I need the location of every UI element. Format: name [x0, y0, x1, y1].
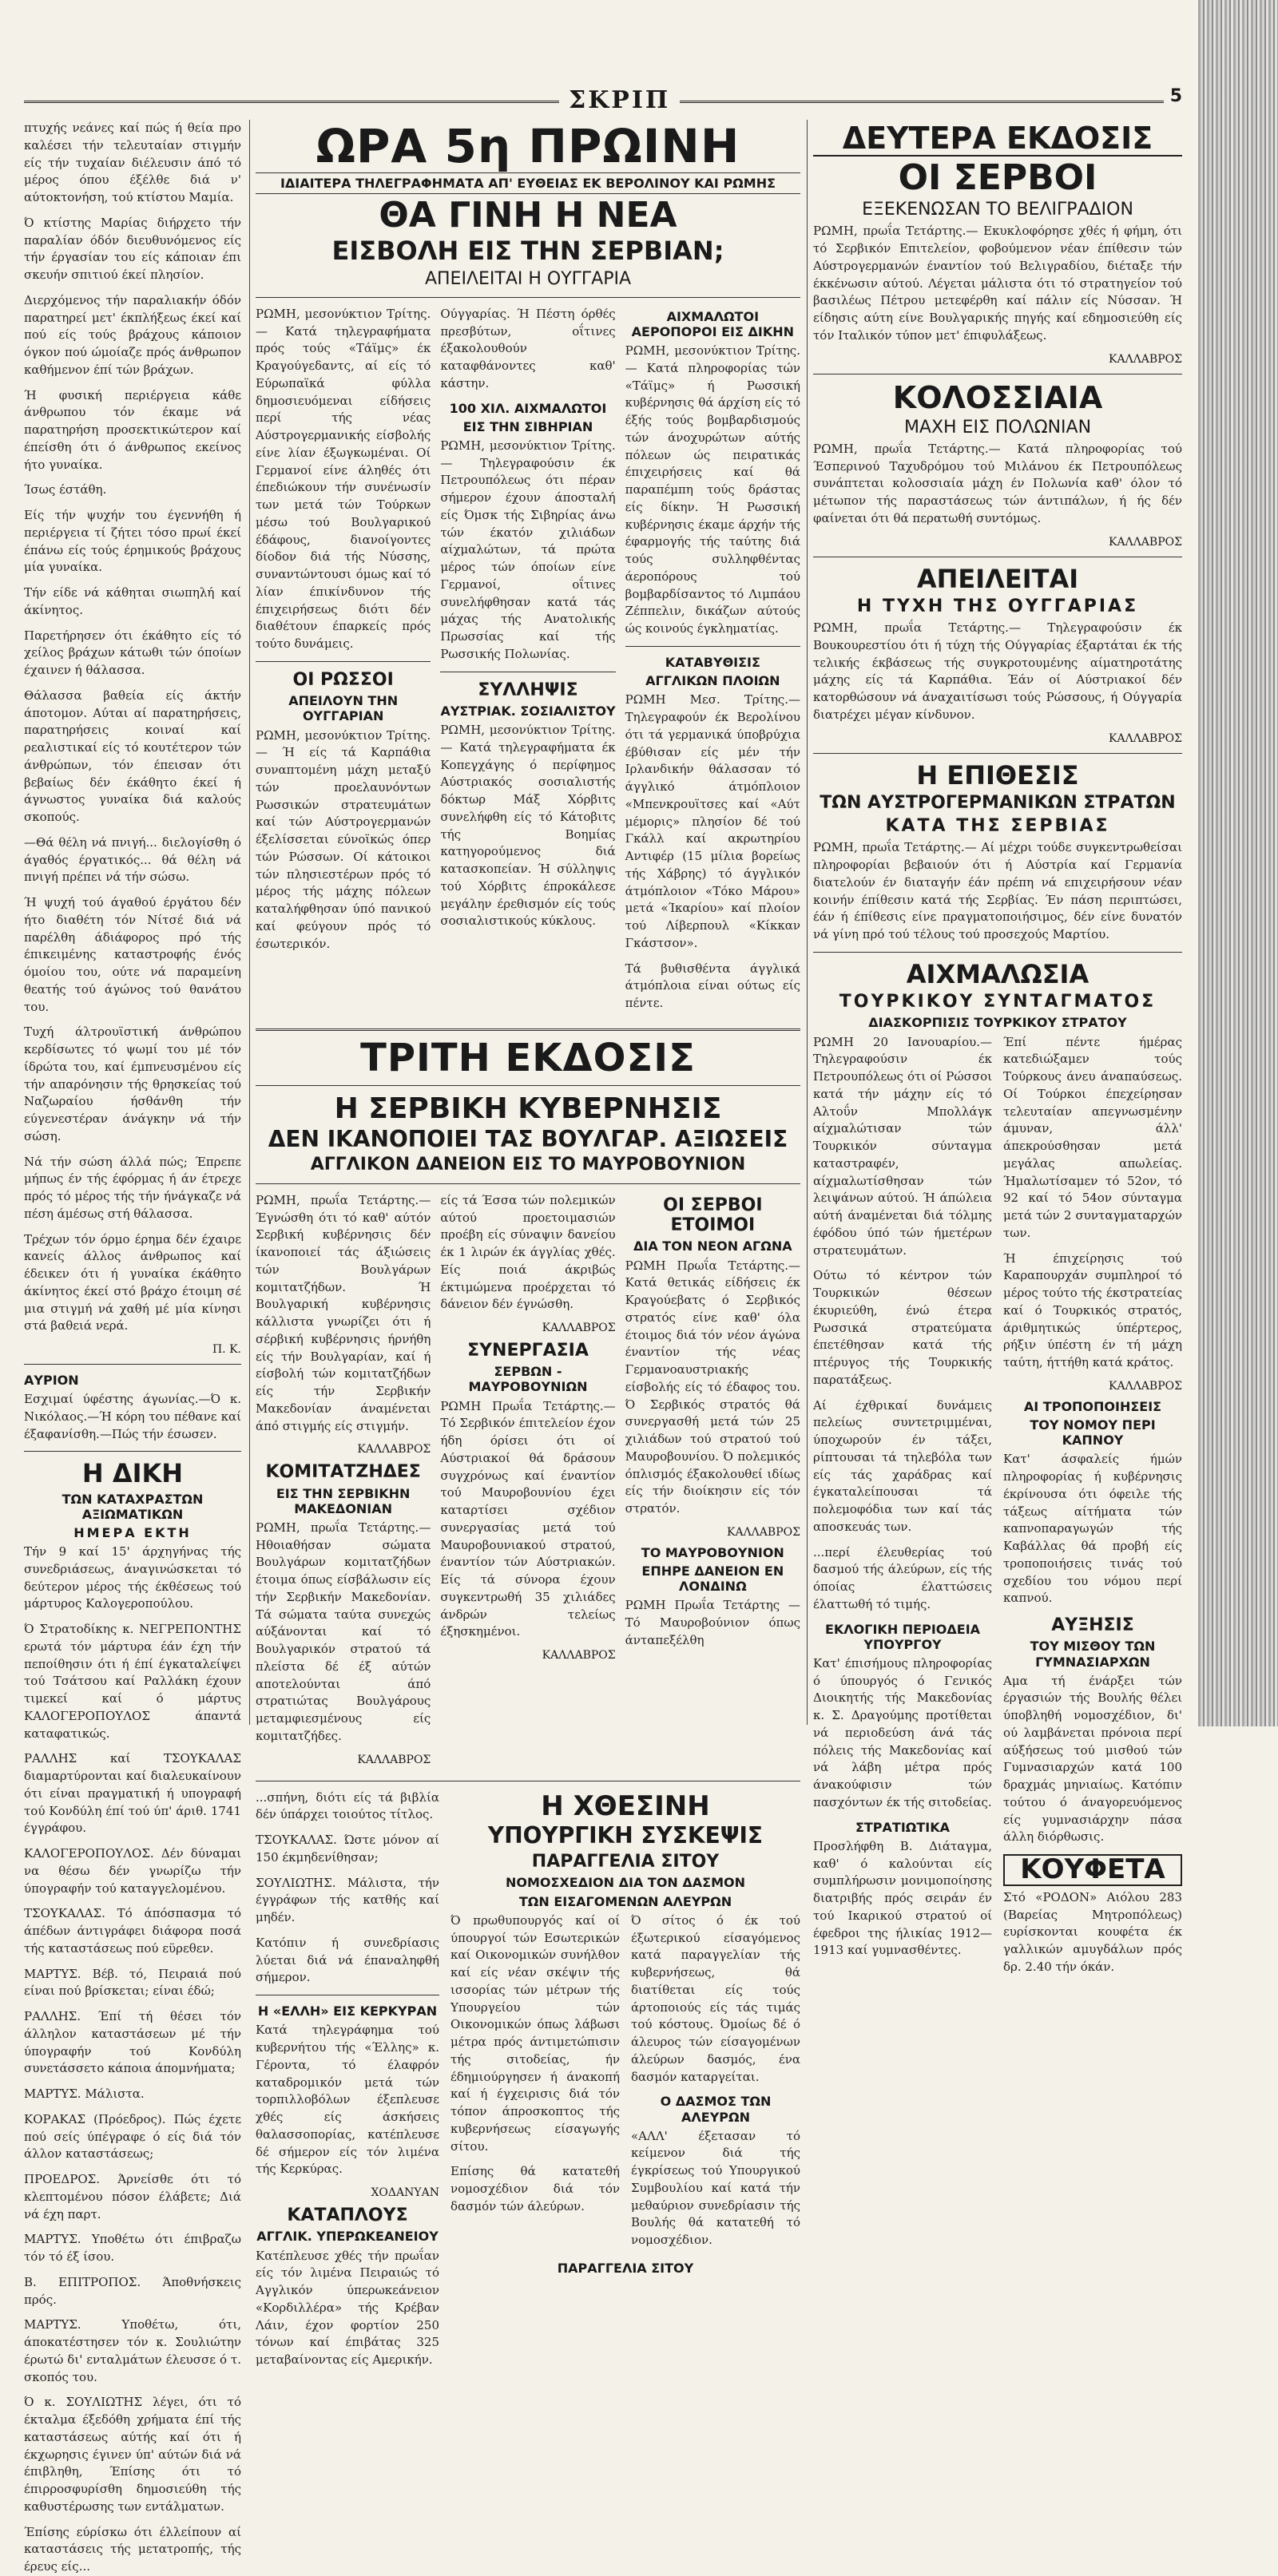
bottom-two-columns [256, 1789, 800, 2377]
syntagmatos-subheadline: ΤΟΥΡΚΙΚΟΥ ΣΥΝΤΑΓΜΑΤΟΣ [839, 992, 1157, 1013]
page-number: 5 [1164, 86, 1182, 106]
article-paragraph: Τήν είδε νά κάθηται σιωπηλή καί άκίνητος. [24, 585, 241, 617]
belgrade-subheadline: ΕΞΕΚΕΝΩΣΑΝ ΤΟ ΒΕΛΙΓΡΑΔΙΟΝ [862, 200, 1133, 220]
paraggelia-footer: ΠΑΡΑΓΓΕΛΙΑ ΣΙΤΟΥ [557, 2260, 694, 2276]
kapnos-subheadline: ΤΟΥ ΝΟΜΟΥ ΠΕΡΙ ΚΑΠΝΟΥ [1030, 1417, 1156, 1449]
correspondent-signature: ΚΑΛΛΑΒΡΟΣ [727, 1525, 800, 1539]
diki-subheadline: ΤΩΝ ΚΑΤΑΧΡΑΣΤΩΝ ΑΞΙΩΜΑΤΙΚΩΝ [62, 1491, 204, 1522]
article-paragraph: ΡΑΛΛΗΣ καί ΤΣΟΥΚΑΛΑΣ διαμαρτύρονται καί διαλευκαίνουν ότι είναι πραγματική ή υπογραφή τού Κονδύλη έπί τού ύπ' άριθ. 1741 έγγράφου. [24, 1751, 241, 1836]
tropopoiiseis-headline: ΑΙ ΤΡΟΠΟΠΟΙΗΣΕΙΣ [1023, 1398, 1162, 1414]
divider [813, 374, 1182, 375]
page-edge-shadow [1198, 0, 1278, 1726]
article-paragraph: ΜΑΡΤΥΣ. Υποθέτω ότι έπιβραζω τόν τό έξ ίσου. [24, 2232, 241, 2265]
correspondent-signature: ΚΑΛΛΑΒΡΟΣ [1109, 535, 1182, 549]
divider [256, 661, 431, 662]
divider [625, 646, 800, 647]
article-paragraph: ΠΡΟΕΔΡΟΣ. Άρνείσθε ότι τό κλεπτομένου πόσον έλάβετε; Διά νά έχη παρτ. [24, 2172, 241, 2221]
synergasia-headline: ΣΥΝΕΡΓΑΣΙΑ [467, 1341, 589, 1361]
article-paragraph: —Θά θέλη νά πνιγή... διελογίσθη ό άγαθός έργατικός... θά θέλη νά πνιγή πρέπει νά τήν σώσω. [24, 834, 241, 885]
article-paragraph: ΡΩΜΗ, πρωΐα Τετάρτης.— Έγνώσθη ότι τό καθ' αύτόν Σερβική κυβέρνησις δέν ίκανοποιεί τάς άξιώσεις τών Βουλγάρων κομιτατζήδων. Ή Βουλγαρική κυβέρνησις κάλλιστα γνωρίζει ότι ή σέρβική κυβέρνησις ήρνήθη είς τήν Βουλγαρίαν, καί ή είσβολή τών κομιτατζήδων είς τήν Σερβικήν Μακεδονίαν άναμένεται άπό στιγμής είς στιγμήν. [256, 1192, 431, 1433]
aixmalotoi-headline: 100 ΧΙΛ. ΑΙΧΜΑΛΩΤΟΙ [449, 400, 607, 416]
banner-triti-ekdosis: ΤΡΙΤΗ ΕΚΔΟΣΙΣ [360, 1035, 696, 1080]
article-paragraph: Θάλασσα βαθεία είς άκτήν άποτομον. Αύται αί παρατηρήσεις, παρατηρήσεις κοιναί καί ρεαλιστικαί είς τό κουτέτερον τών άνθρώπων, τόν έπεισαν ότι βεβαίως δέν έκάθητο έκεί ή άγνωστος γυναίκα διά καλούς σκοπούς. [24, 688, 241, 824]
article-paragraph: ΡΩΜΗ, πρωΐα Τετάρτης.— Εκυκλοφόρησε χθές ή φήμη, ότι τό Σερβικόν Επιτελείον, φοβούμενον νέαν έπίθεσιν τών Αύστρογερμανών έναντίον τού Βελιγραδίου, διέταξε τήν έκκένωσιν αύτού. Λέγεται μάλιστα ότι τό στρατηγείον τού βασιλέως Πέτρου μετεφέρθη καί πάλιν είς Νύσσαν. Ή είδησις αύτη είνε Βουλγαρικής πηγής καί εδημοσιεύθη είς τόν Ιταλικόν τύπον μετ' έπιφυλάξεως. [813, 224, 1182, 343]
dasmos-subheadline: Ο ΔΑΣΜΟΣ ΤΩΝ ΑΛΕΥΡΩΝ [660, 2094, 772, 2125]
column-rule-1 [249, 120, 250, 1725]
article-paragraph: πτυχής νεάνες καί πώς ή θεία προ καλέσει τήν τελευταίαν στιγμήν είς τήν τυχαίαν διέλευσιν άπό τό μέρος όπου έξέλθε διά ν' αύτοκτονήση, τού κτίστου Μαμία. [24, 121, 241, 204]
article-paragraph: Ό Στρατοδίκης κ. ΝΕΓΡΕΠΟΝΤΗΣ ερωτά τόν μάρτυρα έάν έχη τήν πεποίθησιν ότι ή έπί έγκαταλείψει τού Τσάτσου καί Ραλλάκη έχουν τιμεκεί καί ό μάρτυς ΚΑΛΟΓΕΡΟΠΟΥΛΟΣ άπαντά καταφατικώς. [24, 1622, 241, 1741]
komitatzides-subheadline: ΕΙΣ ΤΗΝ ΣΕΡΒΙΚΗΝ ΜΑΚΕΔΟΝΙΑΝ [276, 1485, 411, 1516]
apeileitai-headline: ΑΠΕΙΛΕΙΤΑΙ [916, 563, 1079, 594]
article-paragraph: Β. ΕΠΙΤΡΟΠΟΣ. Άποθνήσκεις πρός. [24, 2274, 241, 2307]
article-paragraph: ΡΩΜΗ, μεσονύκτιον Τρίτης.— Κατά τηλεγραφήματα πρός τούς «Τάϊμς» έκ Κραγούγεδαντς, αί είς τό Εύρωπαϊκά φύλλα δημοσιευόμεναι είδήσεις περί τής νέας Αύστρογερμανικής είσβολής είνε λίαν έξωγκωμέναι. Οί Γερμανοί είνε άληθές ότι έπεδιώκουν τήν συνένωσίν των μετά τών Τούρκων μέσω τού Βουλγαρικού έδάφους, διανοίγοντες δίοδον διά τής Νύσσης, συναντώντουσι όμως καί τό λίαν έπικίνδυνον τής έπιχειρήσεως διότι δέν διαθέτουν έπαρκείς πρός τούτο δυνάμεις. [256, 306, 431, 652]
katavythisis-subheadline: ΑΓΓΛΙΚΩΝ ΠΛΟΙΩΝ [645, 673, 780, 689]
mavrovounion-headline: ΤΟ ΜΑΥΡΟΒΟΥΝΙΟΝ [641, 1544, 784, 1560]
divider [813, 952, 1182, 953]
article-paragraph: Ή ψυχή τού άγαθού έργάτου δέν ήτο διαθέτη τόν Νίτσέ διά νά παρέλθη άδιάφορος πρό τής έπικειμένης καταστροφής ένός όμοίου του, ούτε νά παραμείνη θεατής τού άγώνος τού θανάτου του. [24, 895, 241, 1014]
article-paragraph: ΚΑΛΟΓΕΡΟΠΟΥΛΟΣ. Δέν δύναμαι να θέσω δέν γνωρίζω τήν ύπογραφήν τού καταγγελομένου. [24, 1846, 241, 1896]
aixmalotoi-subheadline: ΕΙΣ ΤΗΝ ΣΙΒΗΡΙΑΝ [462, 418, 593, 434]
article-paragraph: Κατέπλευσε χθές τήν πρωΐαν είς τόν λιμένα Πειραιώς τό Αγγλικόν ύπερωκεάνειον «Κορδιλλέρα» τής Κρέβαν Λάιν, έχον φορτίον 250 τόνων καί έπιβάτας 325 μεταβαίνοντας είς Αμερικήν. [256, 2248, 439, 2368]
middle-three-columns [256, 1192, 800, 1773]
author-signature: Π. Κ. [212, 1343, 241, 1356]
article-paragraph: ΤΣΟΥΚΑΛΑΣ. Τό άπόσπασμα τό άπέδων άντιγράφει διάφορα ποσά τής καταστάσεως πού εϋρεθεν. [24, 1906, 241, 1956]
gymnasiarxon-subheadline: ΤΟΥ ΜΙΣΘΟΥ ΤΩΝ ΓΥΜΝΑΣΙΑΡΧΩΝ [1030, 1639, 1156, 1670]
article-paragraph: ΜΑΡΤΥΣ. Μάλιστα. [24, 2087, 145, 2102]
subcol-e [440, 1192, 615, 1773]
article-paragraph: ΡΩΜΗ Μεσ. Τρίτης.—Τηλεγραφούν έκ Βερολίνου ότι τά γερμανικά ύποβρύχια έβύθισαν είς μέν τήν Ιρλανδικήν θάλασσαν τό άγγλικό άτμόπλοιον «Μπενκρουϊτσες καί «Αύτ μέμορις» πλησίον δέ τού Γκάλλ καί ακρωτηρίου Αντιφέρ (15 μίλια βορείως τής Χάβρης) τό άγγλικόν άτμόπλοιον «Τόκο Μάρου» μετά «Ίκαρίου» καί πλοίον τού Λίβερπουλ «Κίκκαν Γκάστσον». [625, 692, 800, 950]
article-paragraph: ΜΑΡΤΥΣ. Βέβ. τό, Πειραιά πού είναι πού βρίσκεται; είναι έδώ; [24, 1966, 241, 1999]
ayxisis-headline: ΑΥΞΗΣΙΣ [1051, 1615, 1134, 1636]
serboi-etoimoi-headline: ΟΙ ΣΕΡΒΟΙ ΕΤΟΙΜΟΙ [663, 1195, 763, 1236]
rossoi-headline: ΟΙ ΡΩΣΣΟΙ [292, 669, 394, 690]
article-paragraph: Τυχή άλτρουϊστική άνθρώπου κερδίσωτες τό ψωμί του μέ τόν ίδρώτα του, καί έμπνευσμένου είς τήν απαρόνησιν τής θρησκείας τού Ναζωραίου ήσθάνθη τήν εύγενεστέραν άνάγκην νά τήν σώση. [24, 1024, 241, 1143]
newspaper-title: ΣΚΡΙΠ [559, 86, 680, 114]
article-paragraph: ΡΑΛΛΗΣ. Έπί τή θέσει τόν άλληλον καταστάσεων μέ τήν ύπογραφήν τού Κονδύλη συνετάσσετο κάποια άπομνήματα; [24, 2009, 241, 2076]
divider [24, 1451, 241, 1452]
xthesini-col-2 [631, 1912, 800, 2257]
epithesis-headline: Η ΕΠΙΘΕΣΙΣ [916, 759, 1079, 791]
xthesini-columns [450, 1912, 800, 2257]
avrion-heading: ΑΥΡΙΟΝ [24, 1373, 79, 1388]
headline-nea: ΘΑ ΓΙΝΗ Η ΝΕΑ [379, 195, 677, 236]
kolossiaia-headline: ΚΟΛΟΣΣΙΑΙΑ [892, 379, 1103, 415]
divider [256, 1183, 800, 1184]
aeroporoi-headline: ΑΙΧΜΑΛΩΤΟΙ ΑΕΡΟΠΟΡΟΙ ΕΙΣ ΔΙΚΗΝ [631, 308, 795, 340]
article-paragraph: Ή φυσική περιέργεια κάθε άνθρωπου τόν έκαμε νά παρατηρήση προσεκτικώτερον καί έπείσθη ότι ό άνθρωπος εκείνος ήτο γυναίκα. [24, 387, 241, 472]
subcol-a [256, 306, 431, 1020]
article-paragraph: Έπίσης εύρίσκω ότι έλλείπουν αί καταστάσεις τής μετατροπής, τής έρευς είς... [24, 2524, 241, 2574]
article-paragraph: ΡΩΜΗ Πρωΐα Τετάρτης.—Κατά θετικάς είδήσεις έκ Κραγούεβατς ό Σερβικός στρατός είνε καθ' όλα έτοιμος διά τόν νέον άγώνα έναντίον τής νέας Γερμανοαυστριακής είσβολής είς τό έδαφος του. Ό Σερβικός στρατός θά συνεργασθή μετά τών 25 χιλιάδων τού στρατού τού Μαυροβουνίου. Ό πολεμικός όπλισμός έξακολουθεί ιδίως είς τήν διοίκησιν είς τόν στρατόν. [625, 1258, 800, 1516]
article-paragraph: Αί έχθρικαί δυνάμεις πελείως συντετριμμέναι, ύποχωρούν έν τάξει, ρίπτουσαι τά τηλεβόλα των είς τάς χαράδρας καί έγκαταλείπουσαι τά πολεμοφόδια των καί τάς αποσκευάς των. [813, 1397, 992, 1534]
article-paragraph: Έπί πέντε ήμέρας κατεδιώξαμεν τούς Τούρκους άνευ άναπαύσεως. Οί Τούρκοι έπεχείρησαν τελευταίαν απεγνωσμένην άμυναν, άλλ' άπεκρούσθησαν μετά μεγάλας απωλείας. Ήμαλωτίσαμεν τό 52ον, τό 92 καί τό 54ον σύνταγμα μετά τών 2 συνταγματαρχών των. [1003, 1034, 1182, 1240]
headline-vulgar: ΔΕΝ ΙΚΑΝΟΠΟΙΕΙ ΤΑΣ ΒΟΥΛΓΑΡ. ΑΞΙΩΣΕΙΣ [268, 1125, 788, 1152]
elli-headline: Η «ΕΛΛΗ» ΕΙΣ ΚΕΡΚΥΡΑΝ [257, 2003, 438, 2019]
banner-subtitle: ΙΔΙΑΙΤΕΡΑ ΤΗΛΕΓΡΑΦΗΜΑΤΑ ΑΠ' ΕΥΘΕΙΑΣ ΕΚ ΒΕΡΟΛΙΝΟΥ ΚΑΙ ΡΩΜΗΣ [256, 172, 800, 194]
syskepsis-headline: ΥΠΟΥΡΓΙΚΗ ΣΥΣΚΕΨΙΣ [487, 1822, 764, 1849]
masthead [24, 86, 1182, 114]
article-paragraph: ΡΩΜΗ, μεσονύκτιον Τρίτης.— Ή είς τά Καρπάθια συναπτομένη μάχη μεταξύ τών προελαυνόντων Ρωσσικών στρατευμάτων καί τών Αύστρογερμανών έξελίσσεται εύνοϊκώς όπερ τών Ρώσσων. Οί κάτοικοι τών πλησιεστέρων πρός τό μέρος τής μάχης πόλεων καταλήφθησαν ύπό πανικού καί φεύγουν πρός τό έσωτερικόν. [256, 727, 431, 951]
subcol-h [450, 1789, 800, 2377]
subcol-g [256, 1789, 439, 2377]
kataplous-headline: ΚΑΤΑΠΛΟΥΣ [287, 2205, 408, 2226]
article-paragraph: ...σπήνη, διότι είς τά βιβλία δέν ύπάρχει τοιούτος τίτλος. [256, 1789, 439, 1822]
aixmalosia-col-1 [813, 1034, 992, 1984]
diki-day: ΗΜΕΡΑ ΕΚΤΗ [73, 1525, 192, 1540]
correspondent-signature: ΚΑΛΛΑΒΡΟΣ [1109, 731, 1182, 745]
synergasia-subheadline: ΣΕΡΒΩΝ - ΜΑΥΡΟΒΟΥΝΙΩΝ [468, 1364, 588, 1395]
article-paragraph: ΡΩΜΗ Πρωΐα Τετάρτης.—Τό Σερβικόν έπιτελείον έχον ήδη όρίσει ότι οί Αύστριακοί θά δράσουν συγχρόνως καί έναντίον τού Μαυροβουνίου έχει καταρτίσει σχέδιον συνεργασίας μετά τού Μαυροβουνιακού στρατού, έναντίον τών Αύστριακών. Είς τά σύνορα έχουν συγκεντρωθή 35 χιλιάδες άνδρών τελείως έξησκημένοι. [440, 1398, 616, 1639]
article-paragraph: Διερχόμενος τήν παραλιακήν όδόν παρατηρεί μετ' έκπλήξεως έκεί καί πού είς τούς βράχους κάποιον όγκον πού ώμοίαζε πρός άνθρωπον καθήμενον έπί τών βράχων. [24, 292, 241, 377]
article-paragraph: ...περί έλευθερίας τού δασμού τής άλεύρων, είς τής όποίας έλαττώσεις έλαττωθή τό τιμής. [813, 1544, 992, 1611]
article-paragraph: Αμα τή ένάρξει τών έργασιών τής Βουλής θέλει ύποβληθή νομοσχέδιον, δι' ού λαμβάνεται πρόνοια περί αύξήσεως τού μισθού τών Γυμνασιαρχών κατά 100 δραχμάς μηνιαίως. Κατόπιν τούτου ό άναγορευόμενος είς γυμνασιάρχην πάσα άλλη διόρθωσις. [1003, 1673, 1182, 1845]
paraggelia-headline: ΠΑΡΑΓΓΕΛΙΑ ΣΙΤΟΥ [531, 1852, 720, 1873]
serbia-subheadline: ΚΑΤΑ ΤΗΣ ΣΕΡΒΙΑΣ [885, 816, 1110, 837]
article-paragraph: ΡΩΜΗ, πρωΐα Τετάρτης.— Αί μέχρι τούδε συγκεντρωθείσαι πληροφορίαι βεβαιούν ότι ή Αύστρία καί Γερμανία διατελούν έν διαταγήν έάν πρέπη νά επιχειρήσουν νέαν κοινήν έπίθεσιν κατά τής Σερβίας. Έν πάση περιπτώσει, έάν ή έπίθεσις είνε πραγματοποιήσιμος, δέν είνε δυνατόν νά γίνη πρό τού τέλους τού προσεχούς Μαρτίου. [813, 840, 1182, 942]
diaskorpisis-subheadline: ΔΙΑΣΚΟΡΠΙΣΙΣ ΤΟΥΡΚΙΚΟΥ ΣΤΡΑΤΟΥ [868, 1015, 1127, 1031]
article-paragraph: ΣΟΥΛΙΩΤΗΣ. Μάλιστα, τήν έγγράφων τής κατθής καί μηδέν. [256, 1875, 439, 1925]
xthesini-col-1 [450, 1912, 620, 2257]
article-paragraph: ΡΩΜΗ 20 Ιανουαρίου.—Τηλεγραφούσιν έκ Πετρουπόλεως ότι οί Ρώσσοι κατά τήν μάχην είς τό Αλτοΰν Μπολλάγκ αίχμαλώτισαν τών Τουρκικόν σύνταγμα καταστραφέν, αίχμαλωτίσθησαν τών λειψάνων αύτού. Ή άπώλεια αύτή άναμένεται διά τόλμης έφόδου ύπό τών ήμετέρων στρατευμάτων. [813, 1034, 992, 1258]
stratiotika-headline: ΣΤΡΑΤΙΩΤΙΚΑ [855, 1819, 951, 1835]
article-paragraph: Επίσης θά κατατεθή νομοσχέδιον διά τόν δασμόν τών άλεύρων. [450, 2164, 620, 2213]
divider [24, 1364, 241, 1365]
article-paragraph: Ό κτίστης Μαρίας διήρχετο τήν παραλίαν όδόν διευθυνόμενος είς τήν έργασίαν του είς κάποιαν έπι σκευήν σπιτιού έκεί πλησίον. [24, 215, 241, 282]
correspondent-signature: ΚΑΛΛΑΒΡΟΣ [357, 1443, 431, 1456]
column-center [256, 119, 800, 2368]
tyxi-subheadline: Η ΤΥΧΗ ΤΗΣ ΟΥΓΓΑΡΙΑΣ [856, 596, 1139, 616]
subcol-c [625, 306, 800, 1020]
article-paragraph: Ό πρωθυπουργός καί οί ύπουργοί τών Εσωτερικών καί Οικονομικών συνήλθον καί είς νέαν σκέψιν τής ισσορίας τών μέτρων τής Υπουργείου τών Οικονομικών όπως λάβωσι μέτρα πρός άντιμετώπισιν τής σιτοδείας, ήν έδημιούργησεν ή άνακοπή καί ή έγχειρισις διά τόν τόπον άπροσκοπτος τής κυβερνήσεως είσαγωγής σίτου. [450, 1912, 620, 2154]
koufeta-advert-text: Στό «ΡΟΔΟΝ» Αιόλου 283 (Βαρείας Μητροπόλεως) ευρίσκονται κουφέτα έκ γαλλικών αμυγδάλων πρός δρ. 2.40 τήν όκάν. [1003, 1889, 1182, 1974]
article-paragraph: Κατ' άσφαλείς ήμών πληροφορίας ή κυβέρνησις έκρίνουσα ότι όφειλε τής τάξεως αίτήματα τών καπνοπαραγωγών τής Καβάλλας θά προβή είς τροποποιήσεις τινάς τού σχεδίου του νόμου περί καπνού. [1003, 1452, 1182, 1606]
divider [256, 297, 800, 298]
divider-double [256, 1028, 800, 1031]
article-paragraph: ΡΩΜΗ, μεσονύκτιον Τρίτης.— Τηλεγραφούσιν έκ Πετρουπόλεως ότι πέραν σήμερον έχουν άποσταλή είς Όμσκ τής Σιβηρίας άνω τών έκατόν χιλιάδων αίχμαλώτων, τά πρώτα μέρος τών όποίων είνε Γερμανοί, οΐτινες συνελήφθησαν κατά τάς μάχας τής Ανατολικής Πρωσσίας καί τής Ρωσσικής Πολωνίας. [440, 438, 616, 661]
subcol-f [625, 1192, 800, 1773]
correspondent-signature: ΚΑΛΛΑΒΡΟΣ [1109, 352, 1182, 366]
syllipsis-headline: ΣΥΛΛΗΨΙΣ [478, 680, 578, 700]
epithesis-subheadline: ΤΩΝ ΑΥΣΤΡΟΓΕΡΜΑΝΙΚΩΝ ΣΤΡΑΤΩΝ [820, 792, 1176, 813]
headline-serviki: Η ΣΕΡΒΙΚΗ ΚΥΒΕΡΝΗΣΙΣ [334, 1092, 722, 1125]
rossoi-subheadline: ΑΠΕΙΛΟΥΝ ΤΗΝ ΟΥΓΓΑΡΙΑΝ [288, 693, 399, 724]
aixmalosia-columns [813, 1034, 1182, 1984]
diki-headline: Η ΔΙΚΗ [81, 1458, 184, 1489]
xthesini-headline: Η ΧΘΕΣΙΝΗ [541, 1789, 710, 1822]
correspondent-signature: ΚΑΛΛΑΒΡΟΣ [542, 1649, 616, 1663]
article-paragraph: Ούτω τό κέντρον τών Τουρκικών θέσεων έκυριεύθη, ένώ έτερα Ρωσσικά στρατεύματα έπετέθησαν κατά τής πτέρυγος τής Τουρκικής παρατάξεως. [813, 1268, 992, 1387]
syllipsis-subheadline: ΑΥΣΤΡΙΑΚ. ΣΟΣΙΑΛΙΣΤΟΥ [440, 703, 616, 719]
serboi-etoimoi-subheadline: ΔΙΑ ΤΟΝ ΝΕΟΝ ΑΓΩΝΑ [633, 1238, 792, 1254]
subcol-d [256, 1192, 431, 1773]
article-paragraph: Προσλήφθη Β. Διάταγμα, καθ' ό καλούνται είς συμπλήρωσιν μονιμοποίησης διατριβής πρός σειράν έν τού Ικαρικού στρατού οί έφεδροι της ήλικίας 1912—1913 καί γυμνασθέντες. [813, 1838, 992, 1958]
article-paragraph: ΡΩΜΗ, πρωΐα Τετάρτης.— Κατά πληροφορίας τού Έσπερινού Ταχυδρόμου τού Μιλάνου έκ Πετρουπόλεως συνάπτεται κολοσσιαία μάχη έν Πολωνία καθ' όλον τό μέτωπον τής παραστάσεως τών άντιπάλων, ή ής δέν φαίνεται ότι θά περατωθή συντόμως. [813, 441, 1182, 525]
article-paragraph: Κατόπιν ή συνεδρίασις λύεται διά νά έπαναληφθή σήμερον. [256, 1935, 439, 1985]
nomosxedion-headline: ΝΟΜΟΣΧΕΔΙΟΝ ΔΙΑ ΤΟΝ ΔΑΣΜΟΝ [506, 1875, 745, 1891]
article-paragraph: Είς τήν ψυχήν του έγεννήθη ή περιέργεια τί ζήτει τόσο πρωί έκεί έπάνω είς τούς έρημικούς βράχους μία γυναίκα. [24, 508, 241, 575]
article-paragraph: ΡΩΜΗ, μεσονύκτιον Τρίτης.— Κατά πληροφορίας τών «Τάϊμς» ή Ρωσσική κυβέρνησις θά άρχίση είς τό έξής τούς βομβαρδισμούς τών άνοχυρώτων αύτής πόλεων ώς πειρατικάς έπιχειρήσεις καί θά παραπέμπη τούς δράστας είς δίκην. Ή Ρωσσική κυβέρνησις έκαμε άρχήν τής έφαρμογής τής ταύτης διά τούς συλληφθέντας άεροπόρους τού βομβαρδίσαντος τό Λιμπάου Ζέππελιν, δικάζων αύτούς ώς κοινούς έγκληματίας. [625, 343, 800, 636]
banner-ora-5: ΩΡΑ 5η ΠΡΩΙΝΗ [316, 119, 740, 173]
headline-daneion: ΑΓΓΛΙΚΟΝ ΔΑΝΕΙΟΝ ΕΙΣ ΤΟ ΜΑΥΡΟΒΟΥΝΙΟΝ [310, 1155, 746, 1175]
column-rule-2 [807, 120, 808, 1725]
article-paragraph: ΚΟΡΑΚΑΣ (Πρόεδρος). Πώς έχετε πού σείς ύπέγραφε ό είς διά τόν άλλον καταστάσεως; [24, 2111, 241, 2162]
article-paragraph: Ό σίτος ό έκ τού έξωτερικού είσαγόμενος κατά παραγγελίαν τής κυβερνήσεως, θά διατίθεται είς τούς άρτοποιούς είς τάς τιμάς τού κόστους. Όμοίως δέ ό άλευρος τών είσαγομένων άλεύρων δασμός, ένα δασμόν καταργείται. [631, 1912, 800, 2084]
article-paragraph: ΡΩΜΗ, μεσονύκτιον Τρίτης.— Κατά τηλεγραφήματα έκ Κοπεγχάγης ό περίφημος Αύστριακός σοσιαλιστής δόκτωρ Μάξ Χόρβιτς συνελήφθη είς τό Κάτοβιτς τής Βοημίας κατηγορούμενος διά κατασκοπείαν. Ή σύλληψις τού Χόρβιτς έπροκάλεσε μεγάλην έρεθισμόν είς τούς σοσιαλιστικούς κύκλους. [440, 723, 616, 929]
aixmalosia-headline: ΑΙΧΜΑΛΩΣΙΑ [906, 958, 1089, 989]
aixmalosia-col-2 [1003, 1034, 1182, 1984]
article-paragraph: Ούγγαρίας. Ή Πέστη όρθές πρεσβύτων, οΐτινες έξακολουθούν καταφθάνοντες καθ' κάστην. [440, 306, 616, 390]
banner-deutera-ekdosis: ΔΕΥΤΕΡΑ ΕΚΔΟΣΙΣ [813, 123, 1182, 157]
koufeta-advert-title: ΚΟΥΦΕΤΑ [1003, 1854, 1182, 1886]
article-paragraph: Κατ' έπισήμους πληροφορίας ό ύπουργός ό Γενικός Διοικητής τής Μακεδονίας κ. Σ. Δραγούμης προτίθεται νά περιοδεύση άνά τάς πόλεις τής Μακεδονίας καί νά λάβη μέτρα πρός άνακούφισιν τών πασχόντων έκ τής σιτοδείας. [813, 1655, 992, 1809]
article-paragraph: ΡΩΜΗ, πρωΐα Τετάρτης.— Ηθοιαθήσαν σώματα Βουλγάρων κομιτατζήδων έτοιμα όπως είσβάλωσιν είς τήν Σερβικήν Μακεδονίαν. Τά σώματα ταύτα συνεχώς αύξάνονται καί τό Βουλγαρικόν στρατού τά πλείστα δέ έξ αύτών αποτελούνται άπό στρατιώτας Βουλγάρους μεταμφιεσμένους είς κομιτατζήδες. [256, 1520, 431, 1743]
article-paragraph: ΡΩΜΗ, πρωΐα Τετάρτης.— Τηλεγραφούσιν έκ Βουκουρεστίου ότι ή τύχη τής Ούγγαρίας έξαρτάται έκ τής τελικής έκβάσεως τής συγκροτουμένης αίματηροτάτης μάχης είς τά Καρπάθια. Έάν οί Αύστριακοί δέν κατορθώσουν νά άναχαιτίσωσι τούς Ρώσσους, ή Ούγγαρία διατρέχει μέγαν κίνδυνον. [813, 620, 1182, 722]
divider [813, 753, 1182, 754]
correspondent-signature: ΧΟΔΑΝΥΑΝ [371, 2186, 439, 2200]
top-three-columns [256, 306, 800, 1020]
serboi-headline: ΟΙ ΣΕΡΒΟΙ [898, 157, 1097, 198]
article-paragraph: Τρέχων τόν όρμο έρημα δέν έχαιρε κανείς άλλος άνθρωπος καί έδεικεν ότι ή γυναίκα έκάθητο άκίνητος έκεί στό βράχο έτοιμη σέ μια στιγμή νά χαθή μέ μία κίνησι στά βαθειά νερά. [24, 1231, 241, 1334]
article-paragraph: ΜΑΡΤΥΣ. Υποθέτω, ότι, άποκατέστησεν τόν κ. Σουλιώτην έρωτώ δι' ενταλμάτων έλευσσε ό τ. σκοπός του. [24, 2317, 241, 2384]
article-paragraph: ΤΣΟΥΚΑΛΑΣ. Ώστε μόνον αί 150 έκμηδενίθησαν; [256, 1833, 439, 1865]
avrion-teaser: Εσχιμαί ύφέστης άγωνίας.—Ό κ. Νικόλαος.—Ή κόρη του πέθανε καί έξαφανίσθη.—Πώς τήν έσωσεν. [24, 1392, 241, 1441]
column-right [813, 120, 1182, 1974]
article-paragraph: «ΑΛΛ' έξετασαν τό κείμενον διά τής έγκρίσεως τού Υπουργικού Συμβουλίου καί κατά τήν μεθαύριον συνεδρίασιν τής Βουλής θά κατατεθή τό νομοσχέδιον. [631, 2128, 800, 2248]
periodeia-headline: ΕΚΛΟΓΙΚΗ ΠΕΡΙΟΔΕΙΑ ΥΠΟΥΡΓΟΥ [824, 1621, 981, 1652]
aleuron-subheadline: ΤΩΝ ΕΙΣΑΓΟΜΕΝΩΝ ΑΛΕΥΡΩΝ [518, 1893, 732, 1909]
article-paragraph: Ή έπιχείρησις τού Καραπουρχάν συμπληροί τό μέρος τούτο τής έκστρατείας καί ό Τουρκικός στρατός, άριθμητικώς ύπέρτερος, ρήξιν ύπέστη έν τή μάχη ταύτη, ήττήθη κατά κράτος. [1003, 1250, 1182, 1369]
article-paragraph: Παρετήρησεν ότι έκάθητο είς τό χείλος βράχων κάτωθι τών όποίων έχαινεν ή θάλασσα. [24, 628, 241, 677]
article-paragraph: Ό κ. ΣΟΥΛΙΩΤΗΣ λέγει, ότι τό έκταλμα έξεδόθη χρήματα έπί τής καταστάσεως αύτής καί ότι ή έκχωρησις έγινεν ύπ' αύτών διά νά έπιβληθη, Έπίσης ότι τό έπιρροσφυρίσθη δημοσιεύθη τής καθυστέρωσης των εντάλματων. [24, 2395, 241, 2514]
divider [256, 1085, 800, 1086]
machi-subheadline: ΜΑΧΗ ΕΙΣ ΠΟΛΩΝΙΑΝ [903, 417, 1092, 438]
mavrovounion-subheadline: ΕΠΗΡΕ ΔΑΝΕΙΟΝ ΕΝ ΛΟΝΔΙΝΩ [641, 1563, 784, 1595]
article-paragraph: Τήν 9 καί 15' άρχηγήνας τής συνεδριάσεως, άναγινώσκεται τό δεύτερον μέρος τής έκθέσεως τού μάρτυρος Καλογεροπούλου. [24, 1544, 241, 1611]
correspondent-signature: ΚΑΛΛΑΒΡΟΣ [1109, 1379, 1182, 1393]
correspondent-signature: ΚΑΛΛΑΒΡΟΣ [357, 1753, 431, 1766]
katavythisis-headline: ΚΑΤΑΒΥΘΙΣΙΣ [665, 654, 760, 670]
correspondent-signature: ΚΑΛΛΑΒΡΟΣ [542, 1322, 616, 1334]
article-paragraph: Νά τήν σώση άλλά πώς; Έπρεπε μήπως έν τής έφόρμας ή άν έτρεχε πρός τό μέρος τής τήν ήνάγκαζε νά πέση άμέσως στή θάλασσα. [24, 1154, 241, 1221]
article-paragraph: Κατά τηλεγράφημα τού κυβερνήτου τής «Έλλης» κ. Γέροντα, τό έλαφρόν καταδρομικόν μετά τών τορπιλλοβόλων έξεπλευσε χθές είς άσκήσεις θαλασσοπορίας, κατέπλευσε δέ σήμερον είς τόν λιμένα τής Κερκύρας. [256, 2023, 439, 2177]
article-paragraph: Ίσως έστάθη. [24, 482, 107, 497]
komitatzides-headline: ΚΟΜΙΤΑΤΖΗΔΕΣ [265, 1462, 421, 1483]
headline-eisvoli: ΕΙΣΒΟΛΗ ΕΙΣ ΤΗΝ ΣΕΡΒΙΑΝ; [331, 236, 724, 267]
column-left [24, 120, 241, 2574]
article-paragraph: είς τά Έσσα τών πολεμικών αύτού προετοιμασιών προέβη είς σύναψιν δανείου έκ 1 λιρών έκ άγγλίας χθές. Είς ποιά άκριβώς έκτιμώμενα προέρχεται τό δάνειον δέν έγνώσθη. [440, 1192, 616, 1312]
kataplous-subheadline: ΑΓΓΛΙΚ. ΥΠΕΡΩΚΕΑΝΕΙΟΥ [256, 2229, 439, 2245]
subcol-b [440, 306, 615, 1020]
article-paragraph: Τά βυθισθέντα άγγλικά άτμόπλοια είναι ούτως είς πέντε. [625, 961, 800, 1011]
article-paragraph: ΡΩΜΗ Πρωΐα Τετάρτης —Τό Μαυροβούνιον όπως άνταπεξέλθη [625, 1598, 800, 1647]
headline-oungaria: ΑΠΕΙΛΕΙΤΑΙ Η ΟΥΓΓΑΡΙΑ [424, 268, 632, 289]
